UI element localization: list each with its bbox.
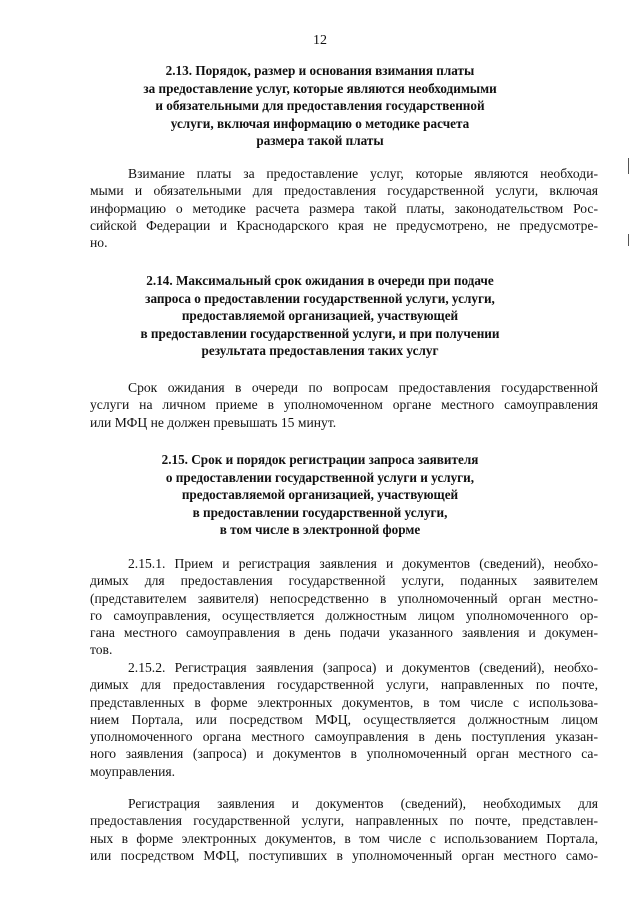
text-line: Регистрация заявления и документов (сведений), необходимых для	[128, 796, 598, 811]
text-line: уполномоченного органа местного самоуправления в день поступления указан-	[90, 729, 598, 745]
section-heading-2-15	[60, 451, 580, 539]
heading-line: результата предоставления таких услуг	[201, 343, 439, 359]
heading-line: 2.15. Срок и порядок регистрации запроса заявителя	[161, 452, 479, 467]
text-line: предоставления государственной услуги, направленных по почте, представлен-	[90, 813, 598, 829]
text-line: сийской Федерации и Краснодарского края не предусмотрено, не предусмотре-	[90, 217, 598, 233]
text-line: димых для предоставления государственной услуги, поданных заявителем	[90, 573, 598, 589]
heading-line: 2.14. Максимальный срок ожидания в очереди при подаче	[146, 273, 494, 288]
text-line: информацию о методике расчета размера такой платы, законодательством Рос-	[90, 200, 598, 216]
heading-line: 2.13. Порядок, размер и основания взимания платы	[165, 63, 475, 78]
heading-line: размера такой платы	[256, 133, 384, 149]
text-line: услуги на личном приеме в уполномоченном органе местного самоуправления	[90, 397, 598, 413]
text-line: или посредством МФЦ, поступивших в уполномоченный орган местного само-	[90, 847, 598, 863]
text-line: го самоуправления, осуществляется должностным лицом уполномоченного ор-	[90, 607, 598, 623]
paragraph-2-15-1	[90, 555, 598, 659]
heading-line: в предоставлении государственной услуги, и при получении	[140, 325, 500, 341]
heading-line: услуги, включая информацию о методике расчета	[170, 115, 470, 131]
paragraph-registration	[90, 795, 598, 864]
paragraph-2-13	[90, 165, 598, 251]
paragraph-2-14	[90, 379, 598, 431]
heading-line: о предоставлении государственной услуги и услуги,	[165, 469, 475, 485]
heading-line: в предоставлении государственной услуги,	[192, 504, 448, 520]
text-line: (представителем заявителя) непосредственно в уполномоченный орган местно-	[90, 590, 598, 606]
text-line: представленных в форме электронных документов, в том числе с использова-	[90, 694, 598, 710]
heading-line: предоставляемой организацией, участвующей	[181, 308, 459, 324]
scan-mark	[628, 234, 629, 246]
text-line: ных в форме электронных документов, в том числе с использованием Портала,	[90, 830, 598, 846]
text-line: тов.	[90, 642, 113, 658]
heading-line: предоставляемой организацией, участвующей	[181, 487, 459, 503]
text-line: 2.15.2. Регистрация заявления (запроса) и документов (сведений), необхо-	[128, 660, 598, 675]
text-line: димых для предоставления государственной услуги, направленных по почте,	[90, 677, 598, 693]
text-line: ного заявления (запроса) и документов в уполномоченный орган местного са-	[90, 746, 598, 762]
section-heading-2-14	[60, 272, 580, 360]
heading-line: и обязательными для предоставления государственной	[155, 98, 485, 114]
text-line: моуправления.	[90, 763, 176, 779]
scan-mark	[628, 158, 629, 174]
heading-line: за предоставление услуг, которые являются необходимыми	[143, 80, 497, 96]
page-number: 12	[313, 33, 327, 48]
section-heading-2-13	[60, 62, 580, 150]
text-line: мыми и обязательными для предоставления государственной услуги, включая	[90, 183, 598, 199]
text-line: или МФЦ не должен превышать 15 минут.	[90, 414, 337, 430]
text-line: Срок ожидания в очереди по вопросам предоставления государственной	[128, 380, 598, 395]
text-line: 2.15.1. Прием и регистрация заявления и документов (сведений), необхо-	[128, 556, 598, 571]
paragraph-2-15-2	[90, 659, 598, 780]
text-line: Взимание платы за предоставление услуг, которые являются необходи-	[128, 166, 598, 181]
heading-line: в том числе в электронной форме	[219, 522, 421, 538]
text-line: но.	[90, 235, 108, 251]
heading-line: запроса о предоставлении государственной услуги, услуги,	[145, 290, 495, 306]
text-line: нием Портала, или посредством МФЦ, осуществляется должностным лицом	[90, 711, 598, 727]
text-line: гана местного самоуправления в день подачи указанного заявления и докумен-	[90, 625, 598, 641]
